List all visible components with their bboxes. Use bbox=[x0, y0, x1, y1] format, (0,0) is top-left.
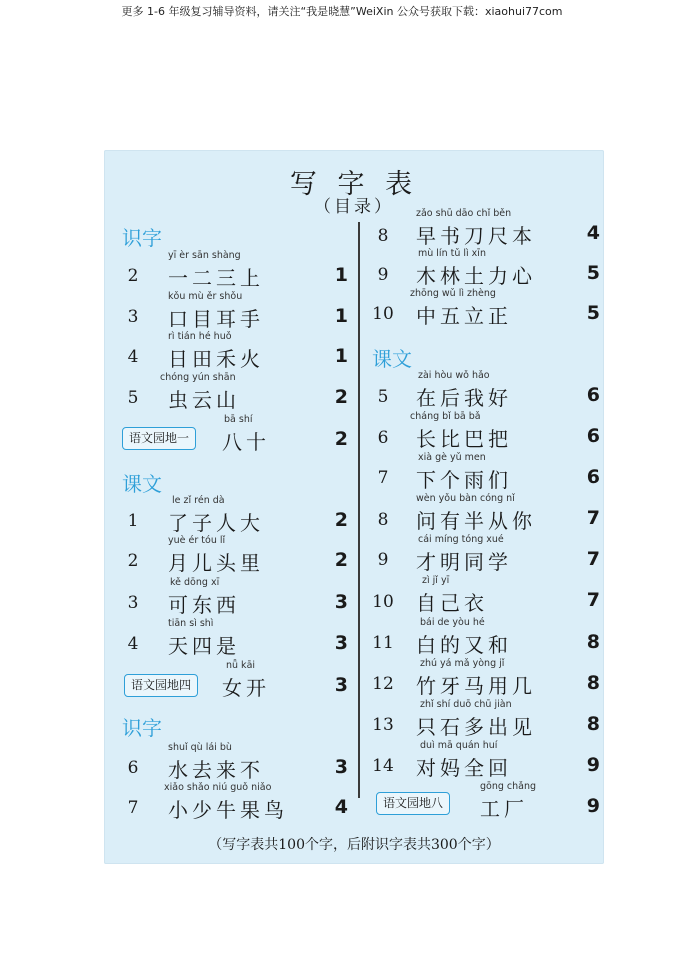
row-characters: 只石多出见 bbox=[416, 715, 536, 739]
row-characters: 早书刀尺本 bbox=[416, 224, 536, 248]
row-characters: 月儿头里 bbox=[168, 551, 264, 575]
row-page-number: 3 bbox=[334, 591, 348, 613]
row-pinyin: bā shí bbox=[224, 414, 253, 425]
row-page-number: 4 bbox=[586, 222, 600, 244]
row-number: 2 bbox=[127, 551, 139, 571]
section-heading-shizi-2: 识字 bbox=[122, 716, 162, 740]
yuwen-garden-badge: 语文园地一 bbox=[122, 427, 196, 450]
row-characters: 水去来不 bbox=[168, 758, 264, 782]
row-page-number: 5 bbox=[586, 302, 600, 324]
row-pinyin: zhú yá mǎ yòng jǐ bbox=[420, 658, 505, 669]
row-page-number: 8 bbox=[586, 713, 600, 735]
row-pinyin: le zǐ rén dà bbox=[172, 495, 225, 506]
row-number: 4 bbox=[127, 634, 139, 654]
row-characters: 工厂 bbox=[480, 797, 528, 821]
row-page-number: 9 bbox=[586, 754, 600, 776]
yuwen-garden-badge: 语文园地四 bbox=[124, 674, 198, 697]
row-page-number: 1 bbox=[334, 264, 348, 286]
writing-chart-card bbox=[104, 150, 604, 864]
section-heading-kewen-1: 课文 bbox=[122, 472, 162, 496]
row-page-number: 7 bbox=[586, 589, 600, 611]
row-page-number: 8 bbox=[586, 672, 600, 694]
row-page-number: 6 bbox=[586, 466, 600, 488]
row-number: 8 bbox=[377, 510, 389, 530]
row-pinyin: tiān sì shì bbox=[168, 618, 214, 629]
row-number: 3 bbox=[127, 593, 139, 613]
row-characters: 才明同学 bbox=[416, 550, 512, 574]
row-characters: 女开 bbox=[222, 676, 270, 700]
row-number: 5 bbox=[377, 387, 389, 407]
row-page-number: 1 bbox=[334, 345, 348, 367]
row-number: 12 bbox=[372, 674, 394, 694]
row-pinyin: chóng yún shān bbox=[160, 372, 236, 383]
row-characters: 了子人大 bbox=[168, 511, 264, 535]
row-number: 8 bbox=[377, 226, 389, 246]
section-heading-shizi-1: 识字 bbox=[122, 226, 162, 250]
row-page-number: 2 bbox=[334, 428, 348, 450]
row-characters: 下个雨们 bbox=[416, 468, 512, 492]
row-number: 9 bbox=[377, 550, 389, 570]
row-page-number: 7 bbox=[586, 507, 600, 529]
section-heading-kewen-2: 课文 bbox=[372, 347, 412, 371]
column-divider bbox=[358, 222, 360, 798]
row-page-number: 2 bbox=[334, 549, 348, 571]
row-pinyin: kǒu mù ěr shǒu bbox=[168, 291, 243, 302]
row-page-number: 4 bbox=[334, 796, 348, 818]
row-pinyin: nǚ kāi bbox=[226, 660, 256, 671]
row-number: 3 bbox=[127, 307, 139, 327]
row-characters: 自己衣 bbox=[416, 591, 488, 615]
row-page-number: 2 bbox=[334, 509, 348, 531]
row-page-number: 3 bbox=[334, 674, 348, 696]
row-characters: 竹牙马用几 bbox=[416, 674, 536, 698]
row-characters: 木林土力心 bbox=[416, 264, 536, 288]
row-page-number: 2 bbox=[334, 386, 348, 408]
row-number: 2 bbox=[127, 266, 139, 286]
row-pinyin: cái míng tóng xué bbox=[418, 534, 504, 545]
row-page-number: 7 bbox=[586, 548, 600, 570]
row-characters: 口目耳手 bbox=[168, 307, 264, 331]
row-characters: 问有半从你 bbox=[416, 509, 536, 533]
row-number: 10 bbox=[372, 592, 394, 612]
row-pinyin: gōng chǎng bbox=[480, 781, 537, 792]
row-page-number: 5 bbox=[586, 262, 600, 284]
row-pinyin: shuǐ qù lái bù bbox=[168, 742, 232, 753]
row-number: 6 bbox=[377, 428, 389, 448]
row-number: 10 bbox=[372, 304, 394, 324]
row-number: 4 bbox=[127, 347, 139, 367]
row-characters: 可东西 bbox=[168, 593, 240, 617]
row-page-number: 9 bbox=[586, 795, 600, 817]
row-page-number: 8 bbox=[586, 631, 600, 653]
row-pinyin: xiǎo shǎo niú guǒ niǎo bbox=[164, 782, 272, 793]
row-page-number: 3 bbox=[334, 756, 348, 778]
row-pinyin: mù lín tǔ lì xīn bbox=[418, 248, 486, 259]
page-subtitle: （目录） bbox=[314, 197, 394, 217]
row-characters: 白的又和 bbox=[416, 633, 512, 657]
row-page-number: 3 bbox=[334, 632, 348, 654]
row-characters: 对妈全回 bbox=[416, 756, 512, 780]
row-page-number: 1 bbox=[334, 305, 348, 327]
row-number: 7 bbox=[127, 798, 139, 818]
row-number: 13 bbox=[372, 715, 394, 735]
row-page-number: 6 bbox=[586, 384, 600, 406]
row-pinyin: xià gè yǔ men bbox=[418, 452, 486, 463]
row-number: 5 bbox=[127, 388, 139, 408]
row-pinyin: zhǐ shí duō chū jiàn bbox=[420, 699, 512, 710]
row-page-number: 6 bbox=[586, 425, 600, 447]
row-characters: 一二三上 bbox=[168, 266, 264, 290]
row-pinyin: zì jǐ yī bbox=[422, 575, 450, 586]
row-number: 1 bbox=[127, 511, 139, 531]
row-number: 14 bbox=[372, 756, 394, 776]
row-characters: 天四是 bbox=[168, 634, 240, 658]
row-number: 6 bbox=[127, 758, 139, 778]
row-characters: 八十 bbox=[222, 430, 270, 454]
row-pinyin: duì mā quán huí bbox=[420, 740, 498, 751]
row-characters: 日田禾火 bbox=[168, 347, 264, 371]
row-characters: 小少牛果鸟 bbox=[168, 798, 288, 822]
row-pinyin: yuè ér tóu lǐ bbox=[168, 535, 226, 546]
row-number: 11 bbox=[372, 633, 394, 653]
row-pinyin: kě dōng xī bbox=[170, 577, 220, 588]
row-pinyin: zài hòu wǒ hǎo bbox=[418, 370, 490, 381]
page-title: 写 字 表 bbox=[289, 169, 419, 200]
yuwen-garden-badge: 语文园地八 bbox=[376, 792, 450, 815]
row-characters: 中五立正 bbox=[416, 304, 512, 328]
row-characters: 虫云山 bbox=[168, 388, 240, 412]
row-pinyin: zǎo shū dāo chǐ běn bbox=[416, 208, 512, 219]
row-characters: 在后我好 bbox=[416, 386, 512, 410]
header-note: 更多 1-6 年级复习辅导资料，请关注“我是晓慧”WeiXin 公众号获取下载：xiaohui77com bbox=[121, 5, 563, 18]
row-pinyin: zhōng wǔ lì zhèng bbox=[410, 288, 496, 299]
row-pinyin: rì tián hé huǒ bbox=[168, 331, 232, 342]
row-pinyin: cháng bǐ bā bǎ bbox=[410, 411, 481, 422]
row-characters: 长比巴把 bbox=[416, 427, 512, 451]
footer-note: （写字表共100个字，后附识字表共300个字） bbox=[208, 837, 500, 853]
row-number: 7 bbox=[377, 468, 389, 488]
row-pinyin: yī èr sān shàng bbox=[168, 250, 241, 261]
row-pinyin: bái de yòu hé bbox=[420, 617, 485, 628]
row-pinyin: wèn yǒu bàn cóng nǐ bbox=[416, 493, 515, 504]
row-number: 9 bbox=[377, 265, 389, 285]
